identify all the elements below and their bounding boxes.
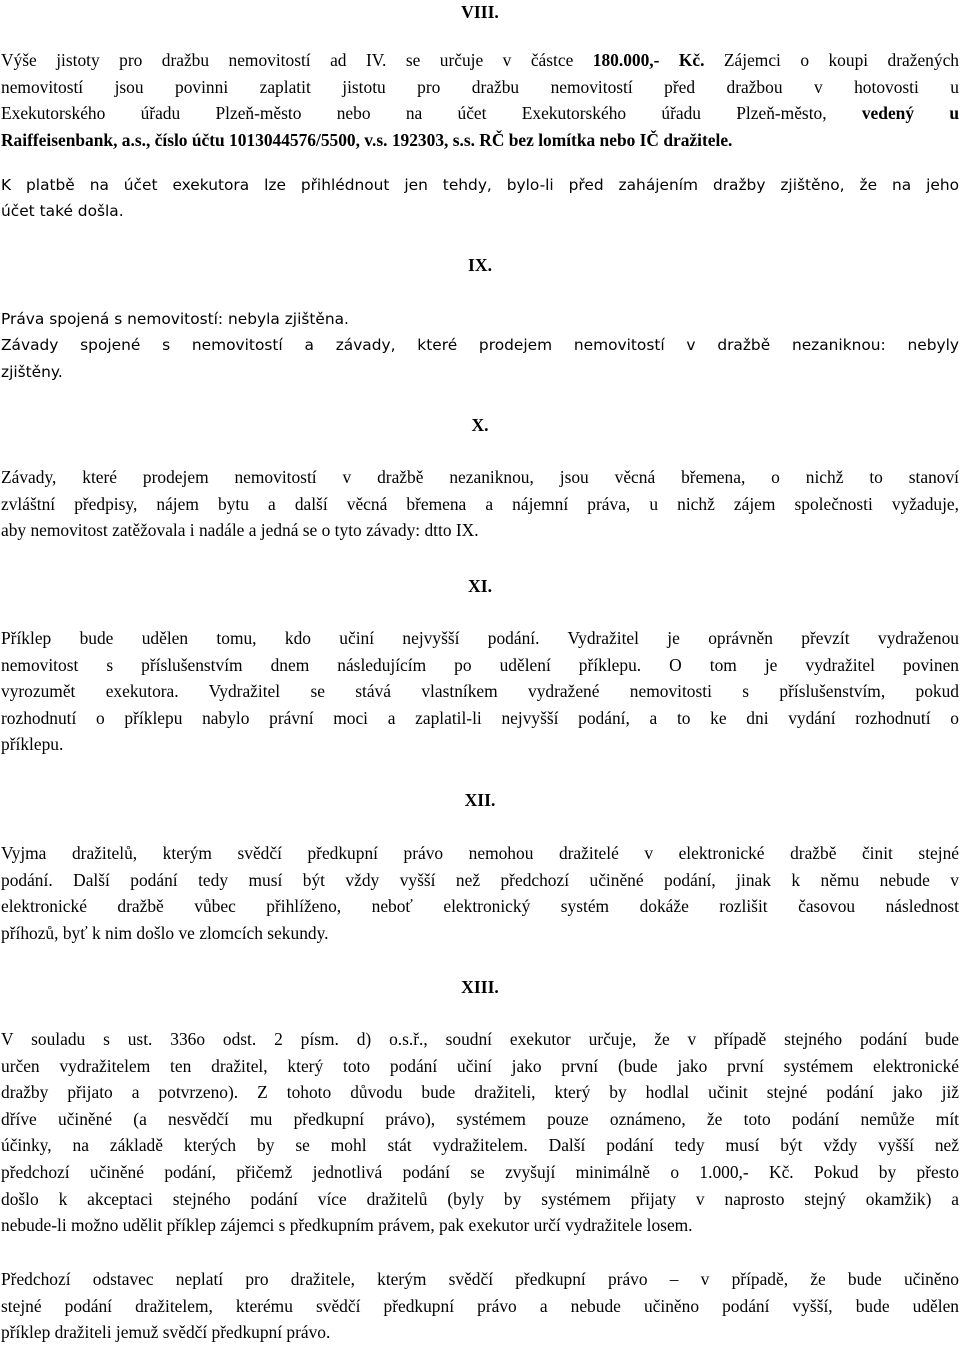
text-line: Závady spojené s nemovitostí a závady, které prodejem nemovitostí v dražbě nezaniknou: nebyly bbox=[1, 336, 959, 354]
bank-account-line: Raiffeisenbank, a.s., číslo účtu 1013044576/5500, v.s. 192303, s.s. RČ bez lomítka nebo IČ dražitele. bbox=[1, 129, 733, 150]
text-line: Předchozí odstavec neplatí pro dražitele, kterým svědčí předkupní právo – v případě, že bude učiněno bbox=[1, 1269, 959, 1289]
text-run: Zájemci o koupi dražených bbox=[704, 50, 959, 70]
text-line: účinky, na základě kterých by se mohl stát vydražitelem. Další podání tedy musí být vždy vyšší než bbox=[1, 1135, 959, 1156]
text-line: určen vydražitelem ten dražitel, který toto podání učiní jako první (bude jako první systémem elektronické bbox=[1, 1055, 959, 1076]
paragraph-platba bbox=[1, 172, 959, 224]
text-line bbox=[1, 100, 959, 127]
text-line: zvláštní předpisy, nájem bytu a další věcná břemena a nájemní práva, u nichž zájem společnosti vyžaduje, bbox=[1, 493, 959, 514]
paragraph-zavady-zaniknou bbox=[1, 464, 959, 544]
amount-bold: 180.000,- Kč. bbox=[592, 50, 705, 70]
text-line: došlo k akceptaci stejného podání více dražitelů (byly by systémem přijaty v naprosto stejný okamžik) a bbox=[1, 1188, 959, 1209]
text-run: Exekutorského úřadu Plzeň-město nebo na účet Exekutorského úřadu Plzeň-město, bbox=[1, 103, 862, 124]
section-heading-ix: IX. bbox=[468, 255, 492, 275]
section-heading-viii: VIII. bbox=[461, 2, 499, 22]
text-line: příklep dražiteli jemuž svědčí předkupní právo. bbox=[1, 1322, 331, 1343]
section-heading-xii: XII. bbox=[464, 790, 496, 810]
text-line: nebude-li možno udělit příklep zájemci s předkupním právem, pak exekutor určí vydražitele losem. bbox=[1, 1215, 693, 1236]
text-line: příklepu. bbox=[1, 734, 64, 755]
text-line: dříve učiněné (a nesvědčí mu předkupní právo), systémem pouze oznámeno, že toto podání nemůže mít bbox=[1, 1108, 959, 1129]
paragraph-vyjma-drazitelu bbox=[1, 840, 959, 946]
text-line: Práva spojená s nemovitostí: nebyla zjištěna. bbox=[1, 310, 349, 328]
text-line: elektronické dražbě vůbec přihlíženo, neboť elektronický systém dokáže rozlišit časovou následnost bbox=[1, 896, 959, 917]
text-line: Vyjma dražitelů, kterým svědčí předkupní právo nemohou dražitelé v elektronické dražbě činit stejné bbox=[1, 843, 959, 863]
text-line: nemovitostí jsou povinni zaplatit jistotu pro dražbu nemovitostí před dražbou v hotovosti u bbox=[1, 76, 959, 97]
section-heading-xiii: XIII. bbox=[461, 977, 499, 997]
section-heading-xi: XI. bbox=[468, 576, 492, 596]
text-run: Výše jistoty pro dražbu nemovitostí ad IV. se určuje v částce bbox=[1, 50, 593, 70]
text-line: aby nemovitost zatěžovala i nadále a jedná se o tyto závady: dtto IX. bbox=[1, 520, 479, 541]
text-line: dražby přijato a potvrzeno). Z tohoto důvodu bude dražiteli, který by hodlal učinit stejné podání jako již bbox=[1, 1082, 959, 1103]
text-line: předchozí učiněné podání, přičemž jednotlivá podání se zvyšují minimálně o 1.000,- Kč. Pokud by přesto bbox=[1, 1161, 959, 1182]
paragraph-prava bbox=[1, 305, 959, 333]
text-line: vyrozumět exekutora. Vydražitel se stává vlastníkem vydražené nemovitosti s příslušenstvím, pokud bbox=[1, 681, 959, 702]
text-line: Příklep bude udělen tomu, kdo učiní nejvyšší podání. Vydražitel je oprávněn převzít vydraženou bbox=[1, 628, 959, 648]
bank-bold: vedený u bbox=[861, 103, 959, 124]
text-line: nemovitost s příslušenstvím dnem následujícím po udělení příklepu. O tom je vydražitel povinen bbox=[1, 654, 959, 675]
paragraph-stejne-podani bbox=[1, 1026, 959, 1239]
section-heading-x: X. bbox=[471, 415, 489, 435]
text-line: příhozů, byť k nim došlo ve zlomcích sekundy. bbox=[1, 922, 329, 943]
text-line: V souladu s ust. 336o odst. 2 písm. d) o.s.ř., soudní exekutor určuje, že v případě stejného podání bude bbox=[1, 1029, 959, 1049]
paragraph-zavady bbox=[1, 332, 959, 386]
text-line: K platbě na účet exekutora lze přihlédnout jen tehdy, bylo-li před zahájením dražby zjištěno, že na jeho bbox=[1, 176, 959, 194]
text-line bbox=[1, 47, 959, 74]
text-line: stejné podání dražitelem, kterému svědčí předkupní právo a nebude učiněno podání vyšší, bude udělen bbox=[1, 1295, 959, 1316]
paragraph-priklep bbox=[1, 625, 959, 758]
text-line: zjištěny. bbox=[1, 363, 63, 381]
text-line: Závady, které prodejem nemovitostí v dražbě nezaniknou, jsou věcná břemena, o nichž to stanoví bbox=[1, 467, 959, 487]
paragraph-jistota bbox=[1, 47, 959, 153]
text-line: účet také došla. bbox=[1, 202, 124, 220]
paragraph-predkupni-pravo bbox=[1, 1266, 959, 1346]
text-line: podání. Další podání tedy musí být vždy vyšší než předchozí učiněné podání, jinak k němu nebude v bbox=[1, 869, 959, 890]
text-line: rozhodnutí o příklepu nabylo právní moci a zaplatil-li nejvyšší podání, a to ke dni vydání rozhodnutí o bbox=[1, 707, 959, 728]
